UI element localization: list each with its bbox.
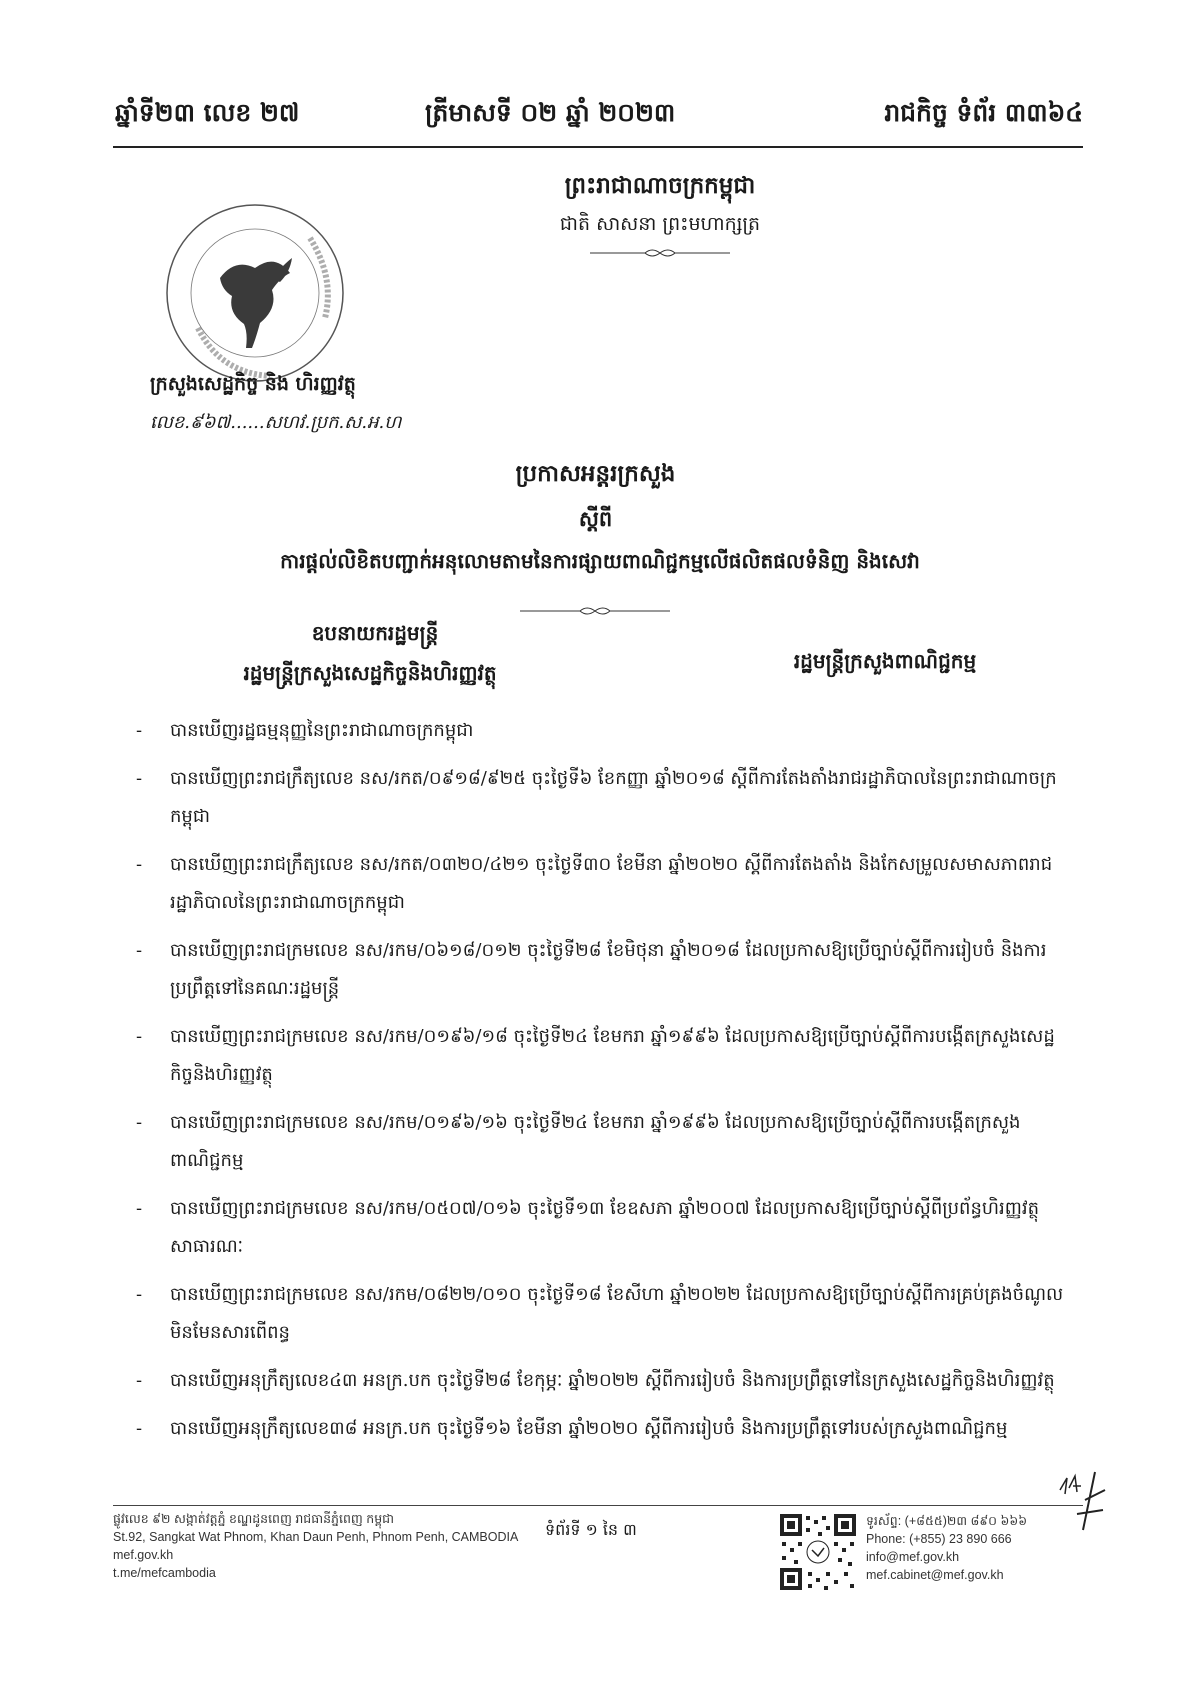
list-item [130,760,1070,836]
bullet-dash: - [136,1284,143,1305]
signatory-deputy-pm: ឧបនាយករដ្ឋមន្ត្រី [311,621,439,645]
email-info[interactable]: info@mef.gov.kh [866,1550,960,1564]
website-link[interactable]: mef.gov.kh [113,1548,174,1562]
ornament-divider [590,246,730,260]
list-item [130,1276,1070,1352]
email-cabinet[interactable]: mef.cabinet@mef.gov.kh [866,1568,1004,1582]
footer-rule [113,1505,1083,1506]
clause-text: បានឃើញព្រះរាជក្រឹត្យលេខ នស/រកត/០៩១៨/៩២៥ ចុះថ្ងៃទី៦ ខែកញ្ញា ឆ្នាំ២០១៨ ស្តីពីការតែងតាំងរាជរដ្ឋាភិបាលនៃព្រះរាជាណាចក្រកម្ពុជា [170,768,1057,827]
clause-text: បានឃើញព្រះរាជក្រមលេខ នស/រកម/០៨២២/០១០ ចុះថ្ងៃទី១៨ ខែសីហា ឆ្នាំ២០២២ ដែលប្រកាសឱ្យប្រើច្បាប់ស្តីពីការគ្រប់គ្រងចំណូលមិនមែនសារពើពន្ធ [170,1284,1064,1343]
phone-english: Phone: (+855) 23 890 666 [866,1532,1012,1546]
bullet-dash: - [136,1370,143,1391]
clause-list [130,712,1070,1458]
ministry-seal [160,198,350,388]
initials-signature [1055,1470,1115,1545]
document-type: ប្រកាសអន្តរក្រសួង [515,460,676,487]
bullet-dash: - [136,1198,143,1219]
list-item [130,1190,1070,1266]
bullet-dash: - [136,720,143,741]
reference-number: លេខ.៩៦៧......សហវ.ប្រក.ស.អ.ហ [150,412,402,433]
gazette-quarter: ត្រីមាសទី ០២ ឆ្នាំ ២០២៣ [425,98,676,127]
signatory-commerce-minister: រដ្ឋមន្ត្រីក្រសួងពាណិជ្ជកម្ម [793,649,977,673]
clause-text: បានឃើញព្រះរាជក្រមលេខ នស/រកម/០៦១៨/០១២ ចុះថ្ងៃទី២៨ ខែមិថុនា ឆ្នាំ២០១៨ ដែលប្រកាសឱ្យប្រើច្បាប់ស្តីពីការរៀបចំ និងការប្រព្រឹត្តទៅនៃគណៈរដ្ឋមន្ត្រី [170,940,1047,999]
header-rule [113,146,1083,148]
clause-text: បានឃើញព្រះរាជក្រមលេខ នស/រកម/០១៩៦/១៨ ចុះថ្ងៃទី២៤ ខែមករា ឆ្នាំ១៩៩៦ ដែលប្រកាសឱ្យប្រើច្បាប់ស្តីពីការបង្កើតក្រសួងសេដ្ឋកិច្ចនិងហិរញ្ញវត្ថុ [170,1026,1055,1085]
footer-contact [866,1512,1027,1584]
bullet-dash: - [136,768,143,789]
kingdom-title: ព្រះរាជាណាចក្រកម្ពុជា [564,172,756,199]
address-english: St.92, Sangkat Wat Phnom, Khan Daun Penh, Phnom Penh, CAMBODIA [113,1530,519,1544]
national-motto: ជាតិ សាសនា ព្រះមហាក្សត្រ [559,213,761,235]
page-number: ទំព័រទី ១ នៃ ៣ [545,1520,637,1539]
signatory-mef-minister: រដ្ឋមន្ត្រីក្រសួងសេដ្ឋកិច្ចនិងហិរញ្ញវត្ថុ [243,661,497,685]
address-khmer: ផ្លូវលេខ ៩២ សង្កាត់វត្តភ្នំ ខណ្ឌដូនពេញ រាជធានីភ្នំពេញ កម្ពុជា [113,1512,395,1526]
list-item [130,1410,1070,1448]
clause-text: បានឃើញអនុក្រឹត្យលេខ៤៣ អនក្រ.បក ចុះថ្ងៃទី២៨ ខែកុម្ភៈ ឆ្នាំ២០២២ ស្តីពីការរៀបចំ និងការប្រព្រឹត្តទៅនៃក្រសួងសេដ្ឋកិច្ចនិងហិរញ្ញវត្ថុ [170,1370,1055,1391]
bullet-dash: - [136,1112,143,1133]
bullet-dash: - [136,1418,143,1439]
list-item [130,932,1070,1008]
ornament-divider [520,604,670,618]
list-item [130,1018,1070,1094]
list-item [130,712,1070,750]
clause-text: បានឃើញរដ្ឋធម្មនុញ្ញនៃព្រះរាជាណាចក្រកម្ពុជា [170,720,474,741]
gazette-page: រាជកិច្ច ទំព័រ ៣៣៦៤ [884,98,1083,127]
telegram-link[interactable]: t.me/mefcambodia [113,1566,216,1580]
list-item [130,1104,1070,1180]
qr-code [778,1512,858,1592]
clause-text: បានឃើញព្រះរាជក្រមលេខ នស/រកម/០១៩៦/១៦ ចុះថ្ងៃទី២៤ ខែមករា ឆ្នាំ១៩៩៦ ដែលប្រកាសឱ្យប្រើច្បាប់ស្តីពីការបង្កើតក្រសួងពាណិជ្ជកម្ម [170,1112,1021,1171]
list-item [130,1362,1070,1400]
bullet-dash: - [136,940,143,961]
document-about: ស្តីពី [578,506,613,531]
document-subject: ការផ្តល់លិខិតបញ្ជាក់អនុលោមតាមនៃការផ្សាយពាណិជ្ជកម្មលើផលិតផលទំនិញ និងសេវា [280,549,920,573]
list-item [130,846,1070,922]
clause-text: បានឃើញព្រះរាជក្រឹត្យលេខ នស/រកត/០៣២០/៤២១ ចុះថ្ងៃទី៣០ ខែមីនា ឆ្នាំ២០២០ ស្តីពីការតែងតាំង និងកែសម្រួលសមាសភាពរាជរដ្ឋាភិបាលនៃព្រះរាជាណាចក្រកម្ពុជា [170,854,1053,913]
clause-text: បានឃើញអនុក្រឹត្យលេខ៣៨ អនក្រ.បក ចុះថ្ងៃទី១៦ ខែមីនា ឆ្នាំ២០២០ ស្តីពីការរៀបចំ និងការប្រព្រឹត្តទៅរបស់ក្រសួងពាណិជ្ជកម្ម [170,1418,1008,1439]
gazette-year-issue: ឆ្នាំទី២៣ លេខ ២៧ [115,98,300,127]
phone-khmer: ទូរស័ព្ទ: (+៨៥៥)២៣ ៨៩០ ៦៦៦ [866,1514,1028,1528]
clause-text: បានឃើញព្រះរាជក្រមលេខ នស/រកម/០៥០៧/០១៦ ចុះថ្ងៃទី១៣ ខែឧសភា ឆ្នាំ២០០៧ ដែលប្រកាសឱ្យប្រើច្បាប់ស្តីពីប្រព័ន្ធហិរញ្ញវត្ថុសាធារណៈ [170,1198,1040,1257]
ministry-name: ក្រសួងសេដ្ឋកិច្ច និង ហិរញ្ញវត្ថុ [150,373,356,395]
bullet-dash: - [136,854,143,875]
bullet-dash: - [136,1026,143,1047]
footer-address [113,1510,518,1582]
